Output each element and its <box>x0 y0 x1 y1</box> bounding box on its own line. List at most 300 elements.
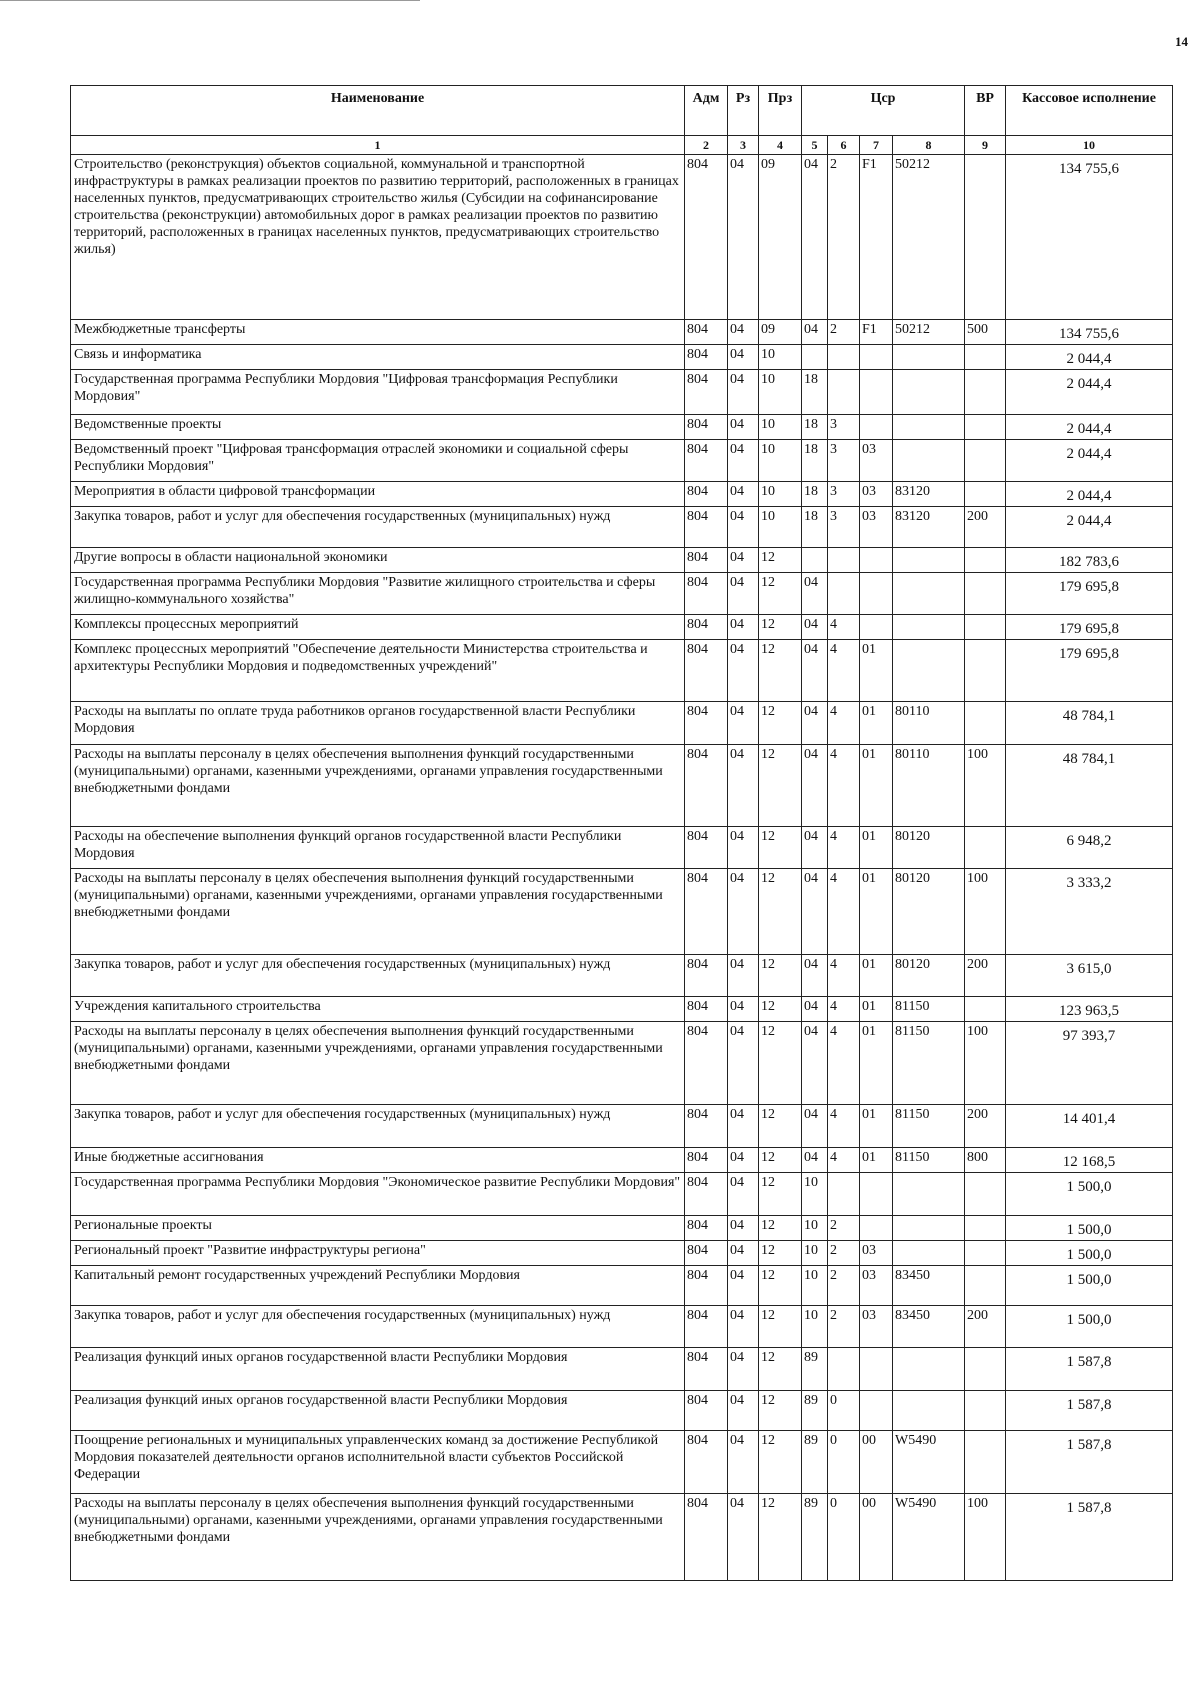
amount: 179 695,8 <box>1006 615 1173 640</box>
csr-part-7 <box>860 1348 893 1391</box>
adm-code: 804 <box>685 1241 728 1266</box>
rz-code: 04 <box>728 1173 759 1216</box>
csr-part-6 <box>828 345 860 370</box>
row-name: Учреждения капитального строительства <box>71 997 685 1022</box>
rz-code: 04 <box>728 1494 759 1581</box>
csr-part-5: 89 <box>802 1391 828 1431</box>
row-name: Государственная программа Республики Мордовия "Экономическое развитие Республики Мордовия" <box>71 1173 685 1216</box>
table-row <box>71 155 1173 320</box>
rz-code: 04 <box>728 615 759 640</box>
csr-part-5: 10 <box>802 1306 828 1348</box>
rz-code: 04 <box>728 997 759 1022</box>
amount: 1 500,0 <box>1006 1306 1173 1348</box>
adm-code: 804 <box>685 640 728 702</box>
amount: 179 695,8 <box>1006 573 1173 615</box>
amount: 2 044,4 <box>1006 507 1173 548</box>
csr-part-8 <box>893 573 965 615</box>
csr-part-6: 4 <box>828 997 860 1022</box>
amount: 134 755,6 <box>1006 320 1173 345</box>
vr-code <box>965 415 1006 440</box>
csr-part-5: 04 <box>802 869 828 955</box>
amount: 97 393,7 <box>1006 1022 1173 1105</box>
table-row <box>71 370 1173 415</box>
row-name: Расходы на выплаты по оплате труда работников органов государственной власти Республики Мордовия <box>71 702 685 745</box>
header-row <box>71 86 1173 136</box>
rz-code: 04 <box>728 573 759 615</box>
csr-part-5 <box>802 548 828 573</box>
csr-part-5: 10 <box>802 1241 828 1266</box>
prz-code: 12 <box>759 827 802 869</box>
row-name: Связь и информатика <box>71 345 685 370</box>
column-number: 4 <box>759 136 802 155</box>
csr-part-5: 04 <box>802 1105 828 1148</box>
row-name: Государственная программа Республики Мордовия "Развитие жилищного строительства и сферы жилищно-коммунального хозяйства" <box>71 573 685 615</box>
amount: 1 500,0 <box>1006 1173 1173 1216</box>
vr-code <box>965 482 1006 507</box>
vr-code <box>965 1431 1006 1494</box>
csr-part-5: 89 <box>802 1494 828 1581</box>
csr-part-8: 81150 <box>893 1148 965 1173</box>
rz-code: 04 <box>728 507 759 548</box>
prz-code: 10 <box>759 345 802 370</box>
csr-part-6: 0 <box>828 1431 860 1494</box>
rz-code: 04 <box>728 1022 759 1105</box>
table-row <box>71 320 1173 345</box>
csr-part-5: 18 <box>802 507 828 548</box>
prz-code: 10 <box>759 370 802 415</box>
csr-part-5: 04 <box>802 1148 828 1173</box>
csr-part-8: 50212 <box>893 155 965 320</box>
table-row <box>71 1173 1173 1216</box>
table-row <box>71 869 1173 955</box>
column-number: 3 <box>728 136 759 155</box>
csr-part-8: W5490 <box>893 1431 965 1494</box>
adm-code: 804 <box>685 573 728 615</box>
row-name: Закупка товаров, работ и услуг для обеспечения государственных (муниципальных) нужд <box>71 1105 685 1148</box>
csr-part-6: 2 <box>828 1266 860 1306</box>
csr-part-8 <box>893 640 965 702</box>
csr-part-6 <box>828 370 860 415</box>
csr-part-7: 01 <box>860 955 893 997</box>
row-name: Закупка товаров, работ и услуг для обеспечения государственных (муниципальных) нужд <box>71 507 685 548</box>
vr-code <box>965 702 1006 745</box>
adm-code: 804 <box>685 1266 728 1306</box>
csr-part-7: 03 <box>860 1241 893 1266</box>
prz-code: 12 <box>759 869 802 955</box>
adm-code: 804 <box>685 482 728 507</box>
prz-code: 09 <box>759 155 802 320</box>
csr-part-7 <box>860 573 893 615</box>
vr-code: 100 <box>965 1022 1006 1105</box>
prz-code: 12 <box>759 1173 802 1216</box>
header-adm: Адм <box>685 86 728 136</box>
rz-code: 04 <box>728 1266 759 1306</box>
rz-code: 04 <box>728 1105 759 1148</box>
adm-code: 804 <box>685 345 728 370</box>
vr-code: 200 <box>965 955 1006 997</box>
csr-part-5: 04 <box>802 573 828 615</box>
row-name: Межбюджетные трансферты <box>71 320 685 345</box>
csr-part-5: 10 <box>802 1266 828 1306</box>
prz-code: 10 <box>759 415 802 440</box>
adm-code: 804 <box>685 997 728 1022</box>
column-number: 7 <box>860 136 893 155</box>
row-name: Строительство (реконструкция) объектов социальной, коммунальной и транспортной инфраструктуры в рамках реализации проектов по развитию территорий, расположенных в границах населенных пунктов, предусматривающих строительство жилья (Субсидии на софинансирование строительства (реконструкции) автомобильных дорог в рамках реализации проектов по развитию территорий, расположенных в границах населенных пунктов, предусматривающих строительство жилья) <box>71 155 685 320</box>
table-row <box>71 1306 1173 1348</box>
table-row <box>71 955 1173 997</box>
csr-part-8: 80120 <box>893 827 965 869</box>
rz-code: 04 <box>728 482 759 507</box>
prz-code: 12 <box>759 615 802 640</box>
csr-part-7: 03 <box>860 507 893 548</box>
csr-part-8: 80120 <box>893 869 965 955</box>
adm-code: 804 <box>685 1306 728 1348</box>
amount: 2 044,4 <box>1006 345 1173 370</box>
csr-part-7: 01 <box>860 745 893 827</box>
prz-code: 12 <box>759 1216 802 1241</box>
rz-code: 04 <box>728 1306 759 1348</box>
amount: 1 500,0 <box>1006 1241 1173 1266</box>
csr-part-6: 4 <box>828 955 860 997</box>
rz-code: 04 <box>728 1348 759 1391</box>
vr-code: 800 <box>965 1148 1006 1173</box>
csr-part-6: 3 <box>828 507 860 548</box>
csr-part-5: 04 <box>802 320 828 345</box>
adm-code: 804 <box>685 827 728 869</box>
row-name: Другие вопросы в области национальной экономики <box>71 548 685 573</box>
csr-part-5: 04 <box>802 702 828 745</box>
vr-code: 100 <box>965 745 1006 827</box>
adm-code: 804 <box>685 1216 728 1241</box>
csr-part-8: 83450 <box>893 1266 965 1306</box>
csr-part-6: 3 <box>828 482 860 507</box>
rz-code: 04 <box>728 1216 759 1241</box>
table-row <box>71 1241 1173 1266</box>
csr-part-7 <box>860 1173 893 1216</box>
prz-code: 12 <box>759 1241 802 1266</box>
csr-part-8 <box>893 415 965 440</box>
csr-part-8 <box>893 345 965 370</box>
table-row <box>71 615 1173 640</box>
csr-part-8 <box>893 1241 965 1266</box>
csr-part-7: 01 <box>860 1022 893 1105</box>
prz-code: 12 <box>759 1306 802 1348</box>
adm-code: 804 <box>685 1022 728 1105</box>
csr-part-6: 2 <box>828 1306 860 1348</box>
adm-code: 804 <box>685 745 728 827</box>
csr-part-6: 4 <box>828 745 860 827</box>
csr-part-7: 00 <box>860 1431 893 1494</box>
csr-part-7: 03 <box>860 440 893 482</box>
rz-code: 04 <box>728 1241 759 1266</box>
amount: 179 695,8 <box>1006 640 1173 702</box>
csr-part-8 <box>893 1216 965 1241</box>
vr-code: 100 <box>965 1494 1006 1581</box>
csr-part-7 <box>860 1391 893 1431</box>
prz-code: 12 <box>759 745 802 827</box>
vr-code <box>965 997 1006 1022</box>
csr-part-6: 4 <box>828 1148 860 1173</box>
csr-part-8 <box>893 1391 965 1431</box>
table-row <box>71 440 1173 482</box>
adm-code: 804 <box>685 1173 728 1216</box>
csr-part-8: 80110 <box>893 745 965 827</box>
header-vr: ВР <box>965 86 1006 136</box>
table-row <box>71 827 1173 869</box>
csr-part-5: 18 <box>802 440 828 482</box>
column-number: 8 <box>893 136 965 155</box>
prz-code: 12 <box>759 997 802 1022</box>
table-row <box>71 1348 1173 1391</box>
vr-code <box>965 827 1006 869</box>
vr-code <box>965 370 1006 415</box>
row-name: Капитальный ремонт государственных учреждений Республики Мордовия <box>71 1266 685 1306</box>
csr-part-8: 80110 <box>893 702 965 745</box>
row-name: Расходы на выплаты персоналу в целях обеспечения выполнения функций государственными (муниципальными) органами, казенными учреждениями, органами управления государственными внебюджетными фондами <box>71 1022 685 1105</box>
row-name: Комплекс процессных мероприятий "Обеспечение деятельности Министерства строительства и архитектуры Республики Мордовия и подведомственных учреждений" <box>71 640 685 702</box>
amount: 3 615,0 <box>1006 955 1173 997</box>
csr-part-7 <box>860 1216 893 1241</box>
rz-code: 04 <box>728 345 759 370</box>
row-name: Региональный проект "Развитие инфраструктуры региона" <box>71 1241 685 1266</box>
page-number: 14 <box>1175 34 1188 49</box>
vr-code <box>965 548 1006 573</box>
table-row <box>71 415 1173 440</box>
amount: 1 587,8 <box>1006 1431 1173 1494</box>
csr-part-8: 83120 <box>893 482 965 507</box>
csr-part-7: 01 <box>860 869 893 955</box>
row-name: Ведомственные проекты <box>71 415 685 440</box>
table-row <box>71 1148 1173 1173</box>
csr-part-7: 01 <box>860 1105 893 1148</box>
row-name: Иные бюджетные ассигнования <box>71 1148 685 1173</box>
amount: 48 784,1 <box>1006 702 1173 745</box>
csr-part-7: 01 <box>860 702 893 745</box>
csr-part-5: 04 <box>802 827 828 869</box>
column-number: 9 <box>965 136 1006 155</box>
prz-code: 12 <box>759 702 802 745</box>
vr-code: 200 <box>965 1306 1006 1348</box>
csr-part-6: 0 <box>828 1391 860 1431</box>
csr-part-5: 04 <box>802 640 828 702</box>
vr-code <box>965 573 1006 615</box>
csr-part-8 <box>893 548 965 573</box>
vr-code <box>965 1241 1006 1266</box>
csr-part-5: 89 <box>802 1348 828 1391</box>
vr-code: 100 <box>965 869 1006 955</box>
csr-part-5: 04 <box>802 955 828 997</box>
amount: 12 168,5 <box>1006 1148 1173 1173</box>
csr-part-8 <box>893 370 965 415</box>
csr-part-8 <box>893 615 965 640</box>
adm-code: 804 <box>685 615 728 640</box>
vr-code <box>965 345 1006 370</box>
csr-part-8 <box>893 440 965 482</box>
prz-code: 12 <box>759 1494 802 1581</box>
rz-code: 04 <box>728 955 759 997</box>
prz-code: 12 <box>759 573 802 615</box>
amount: 182 783,6 <box>1006 548 1173 573</box>
csr-part-6: 4 <box>828 1022 860 1105</box>
csr-part-5: 04 <box>802 745 828 827</box>
amount: 2 044,4 <box>1006 415 1173 440</box>
prz-code: 09 <box>759 320 802 345</box>
row-name: Поощрение региональных и муниципальных управленческих команд за достижение Республикой Мордовия показателей деятельности органов исполнительной власти субъектов Российской Федерации <box>71 1431 685 1494</box>
csr-part-8: W5490 <box>893 1494 965 1581</box>
adm-code: 804 <box>685 702 728 745</box>
table-row <box>71 1105 1173 1148</box>
amount: 1 587,8 <box>1006 1391 1173 1431</box>
csr-part-7: F1 <box>860 155 893 320</box>
csr-part-7 <box>860 615 893 640</box>
csr-part-6: 2 <box>828 320 860 345</box>
csr-part-6: 4 <box>828 827 860 869</box>
csr-part-5: 04 <box>802 615 828 640</box>
csr-part-7 <box>860 345 893 370</box>
column-number: 5 <box>802 136 828 155</box>
csr-part-6: 4 <box>828 702 860 745</box>
prz-code: 12 <box>759 640 802 702</box>
csr-part-6: 4 <box>828 615 860 640</box>
row-name: Реализация функций иных органов государственной власти Республики Мордовия <box>71 1391 685 1431</box>
vr-code <box>965 1173 1006 1216</box>
table-row <box>71 997 1173 1022</box>
header-name: Наименование <box>71 86 685 136</box>
csr-part-7: 01 <box>860 827 893 869</box>
csr-part-6: 4 <box>828 640 860 702</box>
rz-code: 04 <box>728 1431 759 1494</box>
row-name: Региональные проекты <box>71 1216 685 1241</box>
header-csr: Цср <box>802 86 965 136</box>
csr-part-7 <box>860 370 893 415</box>
prz-code: 10 <box>759 507 802 548</box>
table-row <box>71 1391 1173 1431</box>
csr-part-7 <box>860 415 893 440</box>
amount: 3 333,2 <box>1006 869 1173 955</box>
adm-code: 804 <box>685 320 728 345</box>
csr-part-6 <box>828 573 860 615</box>
column-numbers-row <box>71 136 1173 155</box>
prz-code: 10 <box>759 482 802 507</box>
csr-part-7: F1 <box>860 320 893 345</box>
row-name: Расходы на выплаты персоналу в целях обеспечения выполнения функций государственными (муниципальными) органами, казенными учреждениями, органами управления государственными внебюджетными фондами <box>71 745 685 827</box>
prz-code: 12 <box>759 1266 802 1306</box>
amount: 2 044,4 <box>1006 482 1173 507</box>
vr-code <box>965 440 1006 482</box>
table-row <box>71 573 1173 615</box>
csr-part-7: 03 <box>860 1306 893 1348</box>
csr-part-5: 18 <box>802 415 828 440</box>
prz-code: 12 <box>759 548 802 573</box>
rz-code: 04 <box>728 827 759 869</box>
row-name: Расходы на выплаты персоналу в целях обеспечения выполнения функций государственными (муниципальными) органами, казенными учреждениями, органами управления государственными внебюджетными фондами <box>71 869 685 955</box>
table-row <box>71 507 1173 548</box>
adm-code: 804 <box>685 370 728 415</box>
csr-part-7: 03 <box>860 482 893 507</box>
rz-code: 04 <box>728 745 759 827</box>
csr-part-5 <box>802 345 828 370</box>
rz-code: 04 <box>728 702 759 745</box>
adm-code: 804 <box>685 869 728 955</box>
column-number: 6 <box>828 136 860 155</box>
rz-code: 04 <box>728 320 759 345</box>
rz-code: 04 <box>728 1391 759 1431</box>
amount: 134 755,6 <box>1006 155 1173 320</box>
csr-part-6 <box>828 1348 860 1391</box>
csr-part-6: 3 <box>828 440 860 482</box>
table-row <box>71 345 1173 370</box>
vr-code <box>965 615 1006 640</box>
csr-part-6: 2 <box>828 155 860 320</box>
vr-code <box>965 1391 1006 1431</box>
amount: 14 401,4 <box>1006 1105 1173 1148</box>
table-row <box>71 482 1173 507</box>
column-number: 10 <box>1006 136 1173 155</box>
vr-code <box>965 155 1006 320</box>
csr-part-5: 18 <box>802 370 828 415</box>
table-row <box>71 702 1173 745</box>
adm-code: 804 <box>685 440 728 482</box>
csr-part-5: 18 <box>802 482 828 507</box>
prz-code: 12 <box>759 1148 802 1173</box>
vr-code: 500 <box>965 320 1006 345</box>
rz-code: 04 <box>728 415 759 440</box>
amount: 1 500,0 <box>1006 1216 1173 1241</box>
prz-code: 12 <box>759 1431 802 1494</box>
csr-part-7: 03 <box>860 1266 893 1306</box>
header-amount: Кассовое исполнение <box>1006 86 1173 136</box>
csr-part-7: 01 <box>860 1148 893 1173</box>
csr-part-6: 3 <box>828 415 860 440</box>
prz-code: 10 <box>759 440 802 482</box>
table-row <box>71 1216 1173 1241</box>
adm-code: 804 <box>685 1105 728 1148</box>
adm-code: 804 <box>685 415 728 440</box>
amount: 6 948,2 <box>1006 827 1173 869</box>
prz-code: 12 <box>759 1348 802 1391</box>
vr-code: 200 <box>965 1105 1006 1148</box>
csr-part-5: 04 <box>802 997 828 1022</box>
csr-part-5: 89 <box>802 1431 828 1494</box>
header-prz: Прз <box>759 86 802 136</box>
csr-part-8: 83450 <box>893 1306 965 1348</box>
row-name: Ведомственный проект "Цифровая трансформация отраслей экономики и социальной сферы Республики Мордовия" <box>71 440 685 482</box>
header-rz: Рз <box>728 86 759 136</box>
vr-code: 200 <box>965 507 1006 548</box>
csr-part-5: 04 <box>802 155 828 320</box>
csr-part-7: 01 <box>860 640 893 702</box>
amount: 48 784,1 <box>1006 745 1173 827</box>
rz-code: 04 <box>728 1148 759 1173</box>
csr-part-6: 0 <box>828 1494 860 1581</box>
table-row <box>71 745 1173 827</box>
vr-code <box>965 1216 1006 1241</box>
adm-code: 804 <box>685 1431 728 1494</box>
amount: 123 963,5 <box>1006 997 1173 1022</box>
prz-code: 12 <box>759 1105 802 1148</box>
csr-part-6 <box>828 1173 860 1216</box>
budget-table <box>70 85 1173 1581</box>
amount: 1 587,8 <box>1006 1494 1173 1581</box>
scan-edge-line <box>0 0 420 1</box>
amount: 2 044,4 <box>1006 440 1173 482</box>
vr-code <box>965 1266 1006 1306</box>
table-row <box>71 1494 1173 1581</box>
adm-code: 804 <box>685 155 728 320</box>
csr-part-8: 81150 <box>893 997 965 1022</box>
row-name: Комплексы процессных мероприятий <box>71 615 685 640</box>
rz-code: 04 <box>728 640 759 702</box>
